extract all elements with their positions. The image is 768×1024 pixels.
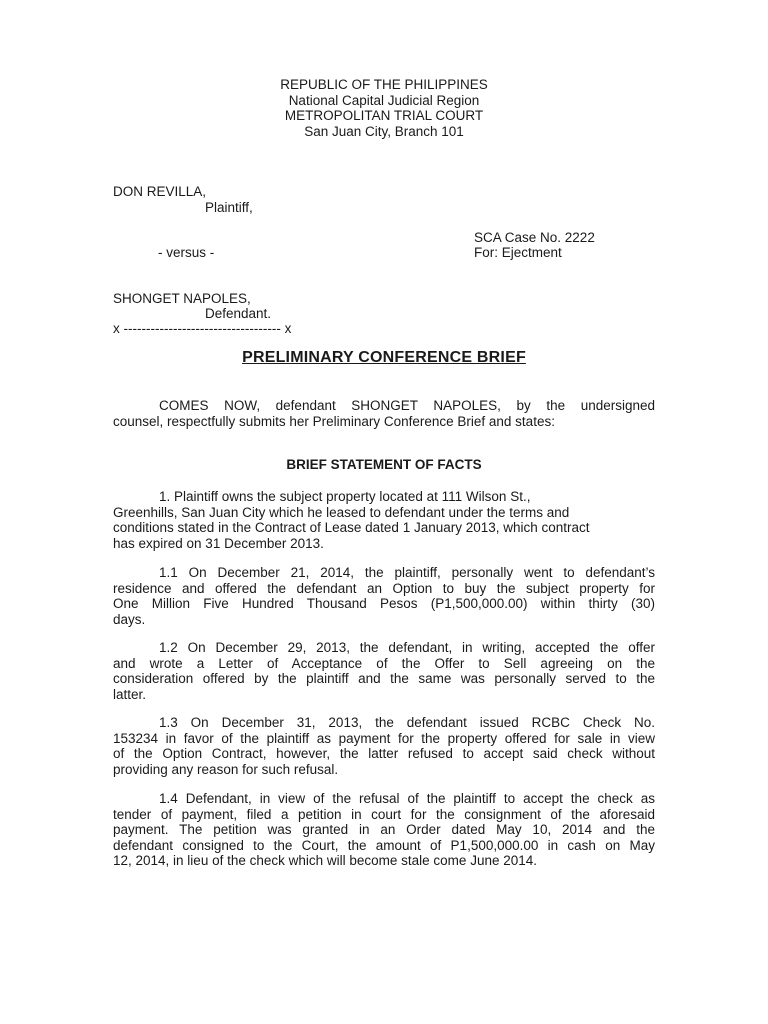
court-header	[0, 77, 768, 139]
plaintiff-role: Plaintiff,	[205, 200, 253, 215]
fact-paragraph-1	[113, 489, 655, 551]
paragraph-line: One Million Five Hundred Thousand Pesos (P1,500,000.00) within thirty (30)	[113, 596, 655, 611]
paragraph-line: 1.3 On December 31, 2013, the defendant issued RCBC Check No.	[159, 715, 655, 730]
paragraph-line: latter.	[113, 686, 147, 702]
fact-paragraph-1-4	[113, 791, 655, 869]
paragraph-line: providing any reason for such refusal.	[113, 761, 339, 777]
fact-paragraph-1-1	[113, 565, 655, 627]
paragraph-line: conditions stated in the Contract of Lease dated 1 January 2013, which contract	[113, 520, 590, 535]
paragraph-line: days.	[113, 611, 146, 627]
paragraph-line: 12, 2014, in lieu of the check which will become stale come June 2014.	[113, 853, 537, 868]
case-number: SCA Case No. 2222	[474, 230, 595, 245]
paragraph-line: 153234 in favor of the plaintiff as payment for the property offered for sale in view	[113, 730, 655, 746]
header-republic: REPUBLIC OF THE PHILIPPINES	[280, 77, 488, 92]
paragraph-line: payment. The petition was granted in an Order dated May 10, 2014 and the	[113, 822, 655, 837]
header-branch: San Juan City, Branch 101	[304, 123, 464, 139]
plaintiff-name: DON REVILLA,	[113, 184, 207, 199]
paragraph-line: residence and offered the defendant an Option to buy the subject property for	[113, 580, 655, 596]
intro-line: counsel, respectfully submits her Preliminary Conference Brief and states:	[113, 413, 555, 429]
paragraph-line: 1.4 Defendant, in view of the refusal of the plaintiff to accept the check as	[159, 791, 655, 806]
paragraph-line: consideration offered by the plaintiff and the same was personally served to the	[113, 671, 655, 686]
paragraph-line: of the Option Contract, however, the latter refused to accept said check without	[113, 746, 655, 761]
paragraph-line: defendant consigned to the Court, the amount of P1,500,000.00 in cash on May	[113, 837, 655, 853]
header-region: National Capital Judicial Region	[288, 92, 480, 108]
fact-paragraph-1-3	[113, 715, 655, 777]
paragraph-line: has expired on 31 December 2013.	[113, 535, 324, 551]
case-nature: For: Ejectment	[474, 245, 562, 260]
paragraph-line: Greenhills, San Juan City which he leased to defendant under the terms and	[113, 504, 570, 520]
defendant-role: Defendant.	[205, 306, 272, 321]
fact-paragraph-1-2	[113, 640, 655, 702]
document-title: PRELIMINARY CONFERENCE BRIEF	[242, 349, 526, 366]
caption-separator: x ----------------------------------- x	[113, 321, 292, 336]
paragraph-line: and wrote a Letter of Acceptance of the Offer to Sell agreeing on the	[113, 655, 655, 671]
paragraph-line: tender of payment, filed a petition in court for the consignment of the aforesaid	[113, 806, 655, 822]
intro-line: COMES NOW, defendant SHONGET NAPOLES, by the undersigned	[159, 398, 655, 413]
paragraph-line: 1. Plaintiff owns the subject property located at 111 Wilson St.,	[159, 489, 531, 504]
paragraph-line: 1.2 On December 29, 2013, the defendant, in writing, accepted the offer	[159, 640, 655, 655]
versus-label: - versus -	[158, 245, 215, 260]
defendant-name: SHONGET NAPOLES,	[113, 291, 251, 306]
section-heading: BRIEF STATEMENT OF FACTS	[286, 457, 482, 472]
header-court: METROPOLITAN TRIAL COURT	[284, 108, 484, 123]
intro-paragraph	[113, 398, 655, 429]
paragraph-line: 1.1 On December 21, 2014, the plaintiff, personally went to defendant’s	[159, 565, 655, 580]
